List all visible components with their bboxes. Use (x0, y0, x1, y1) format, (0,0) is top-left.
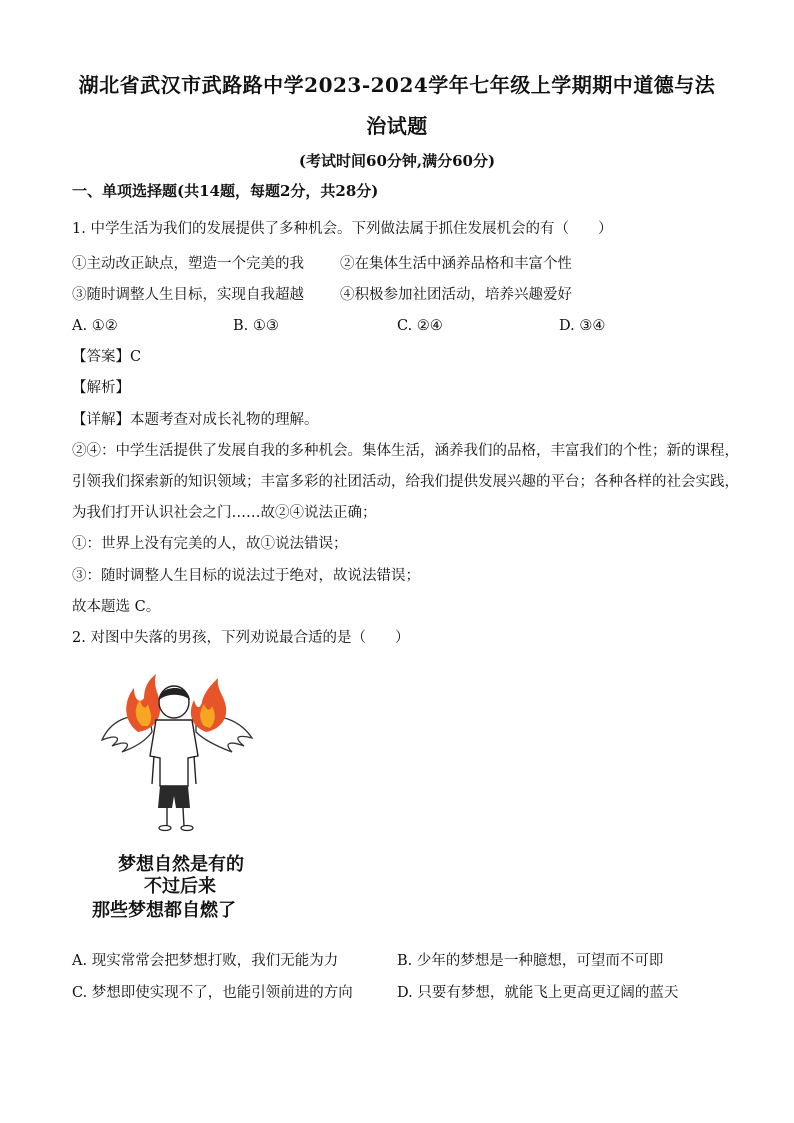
q2-option-d: D. 只要有梦想，就能飞上更高更辽阔的蓝天 (397, 985, 679, 1001)
q1-item-3: ③随时调整人生目标，实现自我超越 (72, 287, 304, 303)
q1-option-d: D. ③④ (559, 318, 606, 334)
q1-explanation-3: 为我们打开认识社会之门……故②④说法正确； (72, 505, 377, 521)
answer-tag: 【答案】 (72, 349, 130, 365)
q2-option-b: B. 少年的梦想是一种臆想，可望而不可即 (397, 953, 664, 969)
q1-option-a: A. ①② (72, 318, 118, 334)
q1-detail: 【详解】本题考查对成长礼物的理解。 (72, 412, 319, 428)
q1-analysis-tag: 【解析】 (72, 380, 130, 396)
q1-explanation-2: 引领我们探索新的知识领域；丰富多彩的社团活动，给我们提供发展兴趣的平台；各种各样的社会实践， (72, 474, 739, 490)
q2-option-a: A. 现实常常会把梦想打败，我们无能为力 (72, 953, 339, 969)
q2-stem: 2. 对图中失落的男孩，下列劝说最合适的是（ ） (72, 630, 410, 646)
answer-value: C (130, 349, 142, 365)
q1-explanation-6: 故本题选 C。 (72, 599, 161, 615)
q1-answer (72, 347, 141, 367)
caption-line-3: 那些梦想都自燃了 (92, 900, 236, 921)
q1-item-4: ④积极参加社团活动，培养兴趣爱好 (340, 287, 572, 303)
q2-illustration (88, 660, 263, 940)
section-heading: 一、单项选择题(共14题，每题2分，共28分) (72, 182, 379, 200)
q1-explanation-5: ③：随时调整人生目标的说法过于绝对，故说法错误； (72, 568, 420, 584)
q1-option-b: B. ①③ (233, 318, 279, 334)
boy-with-burning-wings-image (88, 660, 263, 940)
q1-explanation-1: ②④：中学生活提供了发展自我的多种机会。集体生活，涵养我们的品格，丰富我们的个性；新的课程， (72, 443, 739, 459)
q1-option-c: C. ②④ (397, 318, 443, 334)
q1-stem: 1. 中学生活为我们的发展提供了多种机会。下列做法属于抓住发展机会的有（ ） (72, 221, 613, 237)
exam-title-line1: 湖北省武汉市武路路中学2023-2024学年七年级上学期期中道德与法 (78, 73, 716, 97)
exam-title-line2: 治试题 (366, 114, 428, 138)
caption-line-2: 不过后来 (144, 876, 216, 897)
caption-line-1: 梦想自然是有的 (118, 854, 244, 875)
q1-explanation-4: ①：世界上没有完美的人，故①说法错误； (72, 536, 348, 552)
q1-item-1: ①主动改正缺点，塑造一个完美的我 (72, 256, 304, 272)
exam-subtitle: (考试时间60分钟,满分60分) (298, 152, 496, 170)
q1-item-2: ②在集体生活中涵养品格和丰富个性 (340, 256, 572, 272)
q2-option-c: C. 梦想即使实现不了，也能引领前进的方向 (72, 985, 353, 1001)
